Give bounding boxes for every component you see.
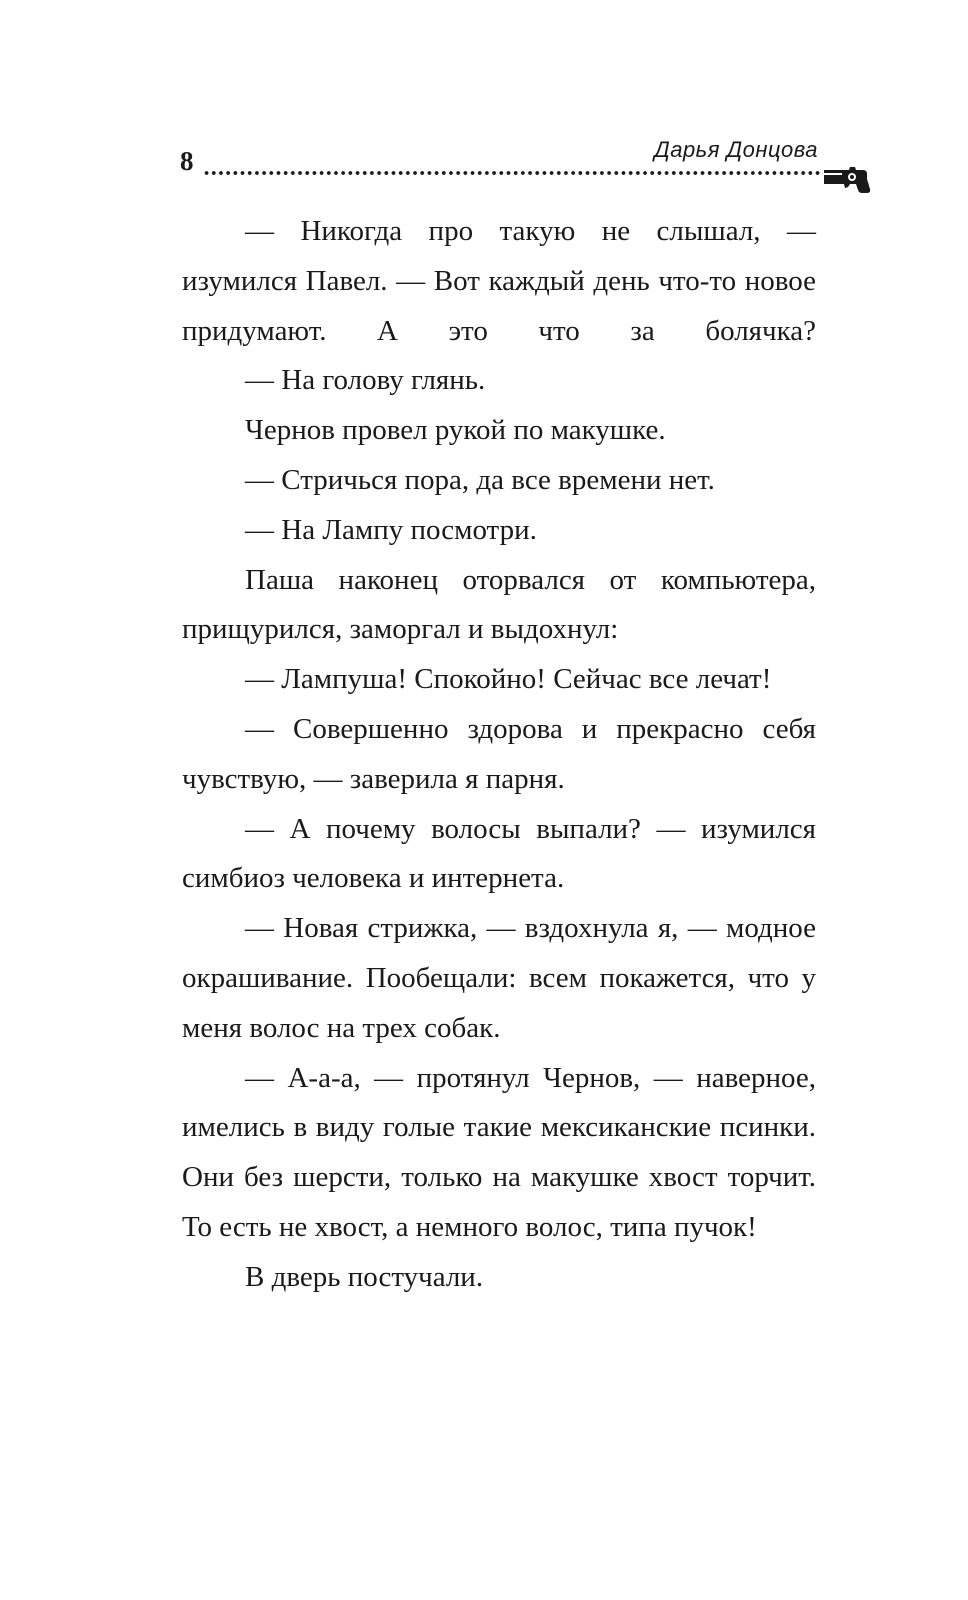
body-text [182, 207, 816, 1303]
dotted-rule [203, 170, 823, 176]
paragraph: — Стричься пора, да все времени нет. [245, 463, 715, 496]
revolver-icon [822, 160, 872, 196]
running-header [0, 0, 968, 200]
paragraph: — Новая стрижка, — вздохнула я, — модное окрашивание. Пообещали: всем покажется, что у меня волос на трех собак. [182, 912, 816, 1044]
paragraph: — На Лампу посмотри. [245, 513, 537, 546]
paragraph: — А почему волосы выпали? — изумился симбиоз человека и интернета. [182, 812, 816, 895]
paragraph: — Никогда про такую не слышал, — изумился Павел. — Вот каждый день что-то новое придумают. А это что за болячка? [182, 215, 816, 347]
page-number: 8 [180, 146, 194, 176]
paragraph: Паша наконец оторвался от компьютера, прищурился, заморгал и выдохнул: [182, 563, 816, 646]
paragraph: — Лампуша! Спокойно! Сейчас все лечат! [245, 663, 772, 696]
author-name: Дарья Донцова [654, 137, 818, 162]
paragraph: — На голову глянь. [245, 364, 486, 397]
paragraph: Чернов провел рукой по макушке. [245, 414, 666, 447]
paragraph: В дверь постучали. [245, 1260, 484, 1293]
paragraph: — Совершенно здорова и прекрасно себя чувствую, — заверила я парня. [182, 712, 816, 795]
paragraph: — А-а-а, — протянул Чернов, — наверное, имелись в виду голые такие мексиканские псинки. Они без шерсти, только на макушке хвост торчит. То есть не хвост, а немного волос, типа пучок! [182, 1061, 816, 1243]
